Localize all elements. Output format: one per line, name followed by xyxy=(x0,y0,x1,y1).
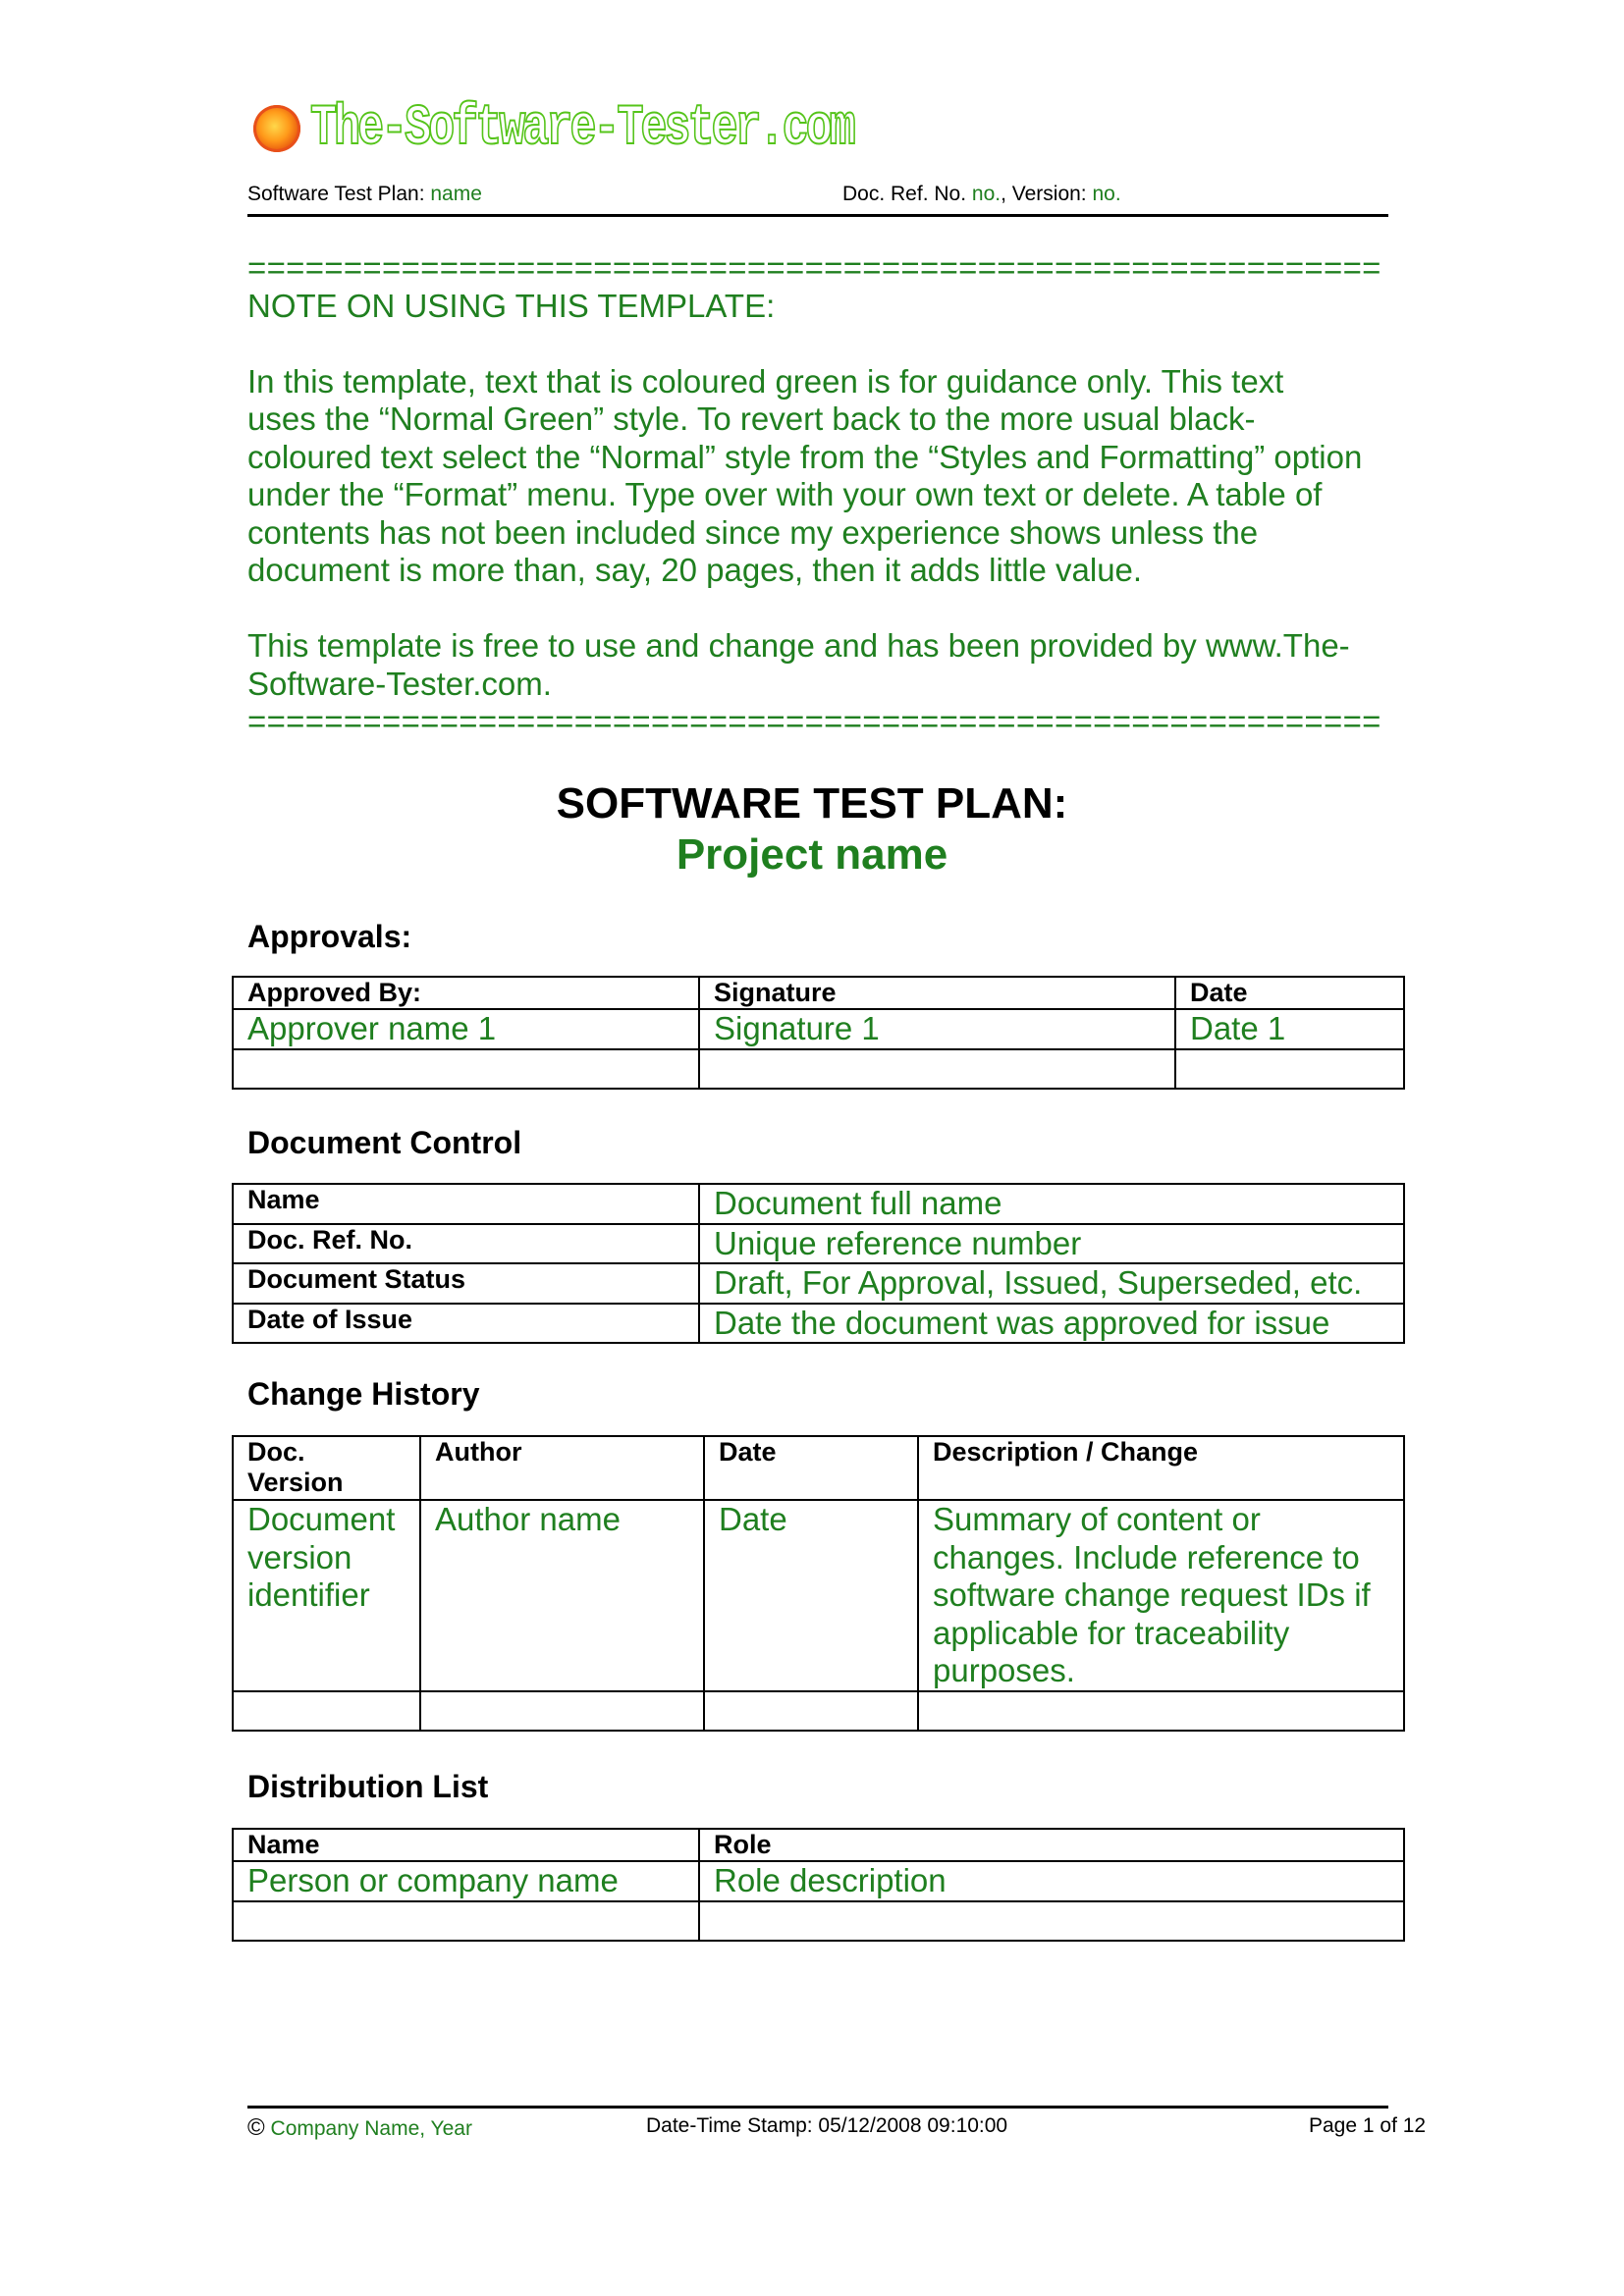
approvals-table xyxy=(232,976,1405,1090)
table-row: Document Status Draft, For Approval, Issued, Superseded, etc. xyxy=(233,1263,1404,1304)
header-doc-ref: Doc. Ref. No. no., Version: no. xyxy=(842,183,1121,205)
header-plan-name: Software Test Plan: name xyxy=(247,183,482,205)
change-history-heading: Change History xyxy=(247,1376,480,1412)
site-logo xyxy=(253,94,1006,163)
note-para-2: This template is free to use and change and has been provided by www.The- Software-Tester.com. xyxy=(247,627,1350,702)
change-history-table xyxy=(232,1435,1405,1732)
logo-text: The-Software-Tester.com xyxy=(310,96,853,161)
table-row: Approver name 1 Signature 1 Date 1 xyxy=(233,1009,1404,1049)
note-heading: NOTE ON USING THIS TEMPLATE: xyxy=(247,287,776,324)
distribution-heading: Distribution List xyxy=(247,1769,489,1804)
footer-timestamp: Date-Time Stamp: 05/12/2008 09:10:00 xyxy=(646,2114,1008,2137)
document-control-heading: Document Control xyxy=(247,1125,522,1160)
footer-rule xyxy=(247,2106,1388,2109)
separator-bottom: =========================================================== xyxy=(247,703,1381,739)
approvals-heading: Approvals: xyxy=(247,919,412,954)
table-header-row: Approved By: Signature Date xyxy=(233,977,1404,1009)
table-row-empty xyxy=(233,1049,1404,1089)
project-name: Project name xyxy=(676,830,948,879)
document-title: SOFTWARE TEST PLAN: xyxy=(556,779,1068,828)
table-row: Doc. Ref. No. Unique reference number xyxy=(233,1224,1404,1264)
table-row-empty xyxy=(233,1901,1404,1941)
table-row: Person or company name Role description xyxy=(233,1861,1404,1901)
sun-logo-icon xyxy=(253,105,300,152)
table-row: Date of Issue Date the document was approved for issue xyxy=(233,1304,1404,1344)
copyright-icon: © xyxy=(247,2114,265,2141)
footer-page-number: Page 1 of 12 xyxy=(1309,2114,1427,2137)
table-row-empty xyxy=(233,1691,1404,1731)
table-row: Document version identifier Author name Date Summary of content or changes. Include reference to software change request IDs if applicable for traceability purposes. xyxy=(233,1500,1404,1691)
distribution-table xyxy=(232,1828,1405,1942)
note-para-1: In this template, text that is coloured green is for guidance only. This text uses the “Normal Green” style. To revert back to the more usual black- coloured text select the “Normal” style from the “Styles and Formatting” option under the “Format” menu. Type over with your own text or delete. A table of contents has not been included since my experience shows unless the document is more than, say, 20 pages, then it adds little value. xyxy=(247,362,1363,588)
separator-top: =========================================================== xyxy=(247,249,1381,286)
table-header-row: Name Role xyxy=(233,1829,1404,1861)
table-header-row: Doc. Version Author Date Description / Change xyxy=(233,1436,1404,1500)
table-row: Name Document full name xyxy=(233,1184,1404,1224)
footer-copyright: © Company Name, Year xyxy=(247,2114,472,2141)
header-rule xyxy=(247,214,1388,217)
template-note xyxy=(247,249,1396,741)
document-control-table xyxy=(232,1183,1405,1344)
